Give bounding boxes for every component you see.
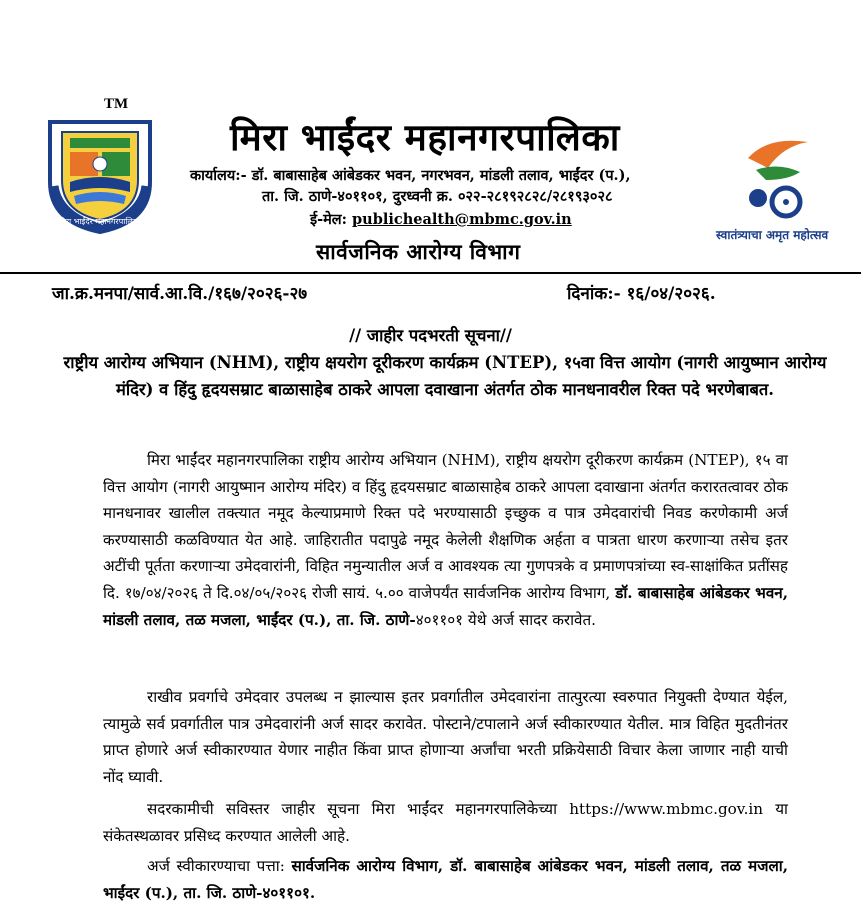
paragraph-1-end: ४०११०१ येथे अर्ज सादर करावेत.: [415, 610, 596, 629]
department-title: सार्वजनिक आरोग्य विभाग: [316, 239, 521, 264]
amrit-mahotsav-logo-icon: [728, 128, 828, 223]
mbmc-emblem-icon: [40, 112, 160, 237]
paragraph-3-text: सदरकामीची सविस्तर जाहीर सूचना मिरा भाईंदर महानगरपालिकेच्या https://www.mbmc.gov.in या संकेतस्थळावर प्रसिध्द करण्यात आलेली आहे.: [103, 800, 788, 845]
email-label: ई-मेल:: [310, 211, 353, 228]
trademark-mark: TM: [104, 96, 129, 112]
paragraph-1-text: मिरा भाईंदर महानगरपालिका राष्ट्रीय आरोग्य अभियान (NHM), राष्ट्रीय क्षयरोग दूरीकरण कार्यक्रम (NTEP), १५ वा वित्त आयोग (नागरी आयुष्मान आरोग्य मंदिर) व हिंदु हृदयसम्राट बाळासाहेब ठाकरे आपला दवाखाना अंतर्गत करारतत्वावर ठोक मानधनावर खालील तक्त्यात नमूद केल्याप्रमाणे रिक्त पदे भरण्यासाठी इच्छुक व पात्र उमेदवारांची निवड करणेकामी अर्ज करण्यासाठी कळविण्यात येत आहे. जाहिरातीत पदापुढे नमूद केलेली शैक्षणिक अर्हता व पात्रता धारण करणाऱ्या तसेच इतर अटींची पूर्तता करणाऱ्या उमेदवारांनी, विहित नमुन्यातील अर्ज व आवश्यक त्या गुणपत्रके व प्रमाणपत्रांच्या स्व-साक्षांकित प्रतींसह दि. १७/०४/२०२६ ते दि.०४/०५/२०२६ रोजी सायं. ५.०० वाजेपर्यंत सार्वजनिक आरोग्य विभाग,: [103, 451, 788, 602]
email-link[interactable]: publichealth@mbmc.gov.in: [352, 211, 572, 228]
email-line: [310, 209, 572, 229]
paragraph-1-address: डॉ. बाबासाहेब आंबेडकर भवन, मांडली तलाव, तळ मजला, भाईंदर (प.), ता. जि. ठाणे-: [103, 583, 789, 629]
amrit-mahotsav-caption: स्वातंत्र्याचा अमृत महोत्सव: [716, 228, 829, 242]
address-line-2: ता. जि. ठाणे-४०११०१, दुरध्वनी क्र. ०२२-२८१९२८२८/२८१९३०२८: [262, 188, 613, 205]
notice-subject: राष्ट्रीय आरोग्य अभियान (NHM), राष्ट्रीय क्षयरोग दूरीकरण कार्यक्रम (NTEP), १५वा वित्त आयोग (नागरी आयुष्मान आरोग्य मंदिर) व हिंदु हृदयसम्राट बाळासाहेब ठाकरे आपला दवाखाना अंतर्गत ठोक मानधनावरील रिक्त पदे भरणेबाबत.: [63, 353, 827, 399]
address-line-1: कार्यालय:- डॉ. बाबासाहेब आंबेडकर भवन, नगरभवन, मांडली तलाव, भाईंदर (प.),: [190, 167, 631, 184]
notice-date: दिनांक:- १६/०४/२०२६.: [567, 284, 716, 304]
emblem-text: मिरा भाईंदर महानगरपालिका: [58, 217, 142, 226]
paragraph-1: [103, 447, 788, 633]
application-address: सार्वजनिक आरोग्य विभाग, डॉ. बाबासाहेब आंबेडकर भवन, मांडली तलाव, तळ मजला, भाईंदर (प.), ता. जि. ठाणे-४०११०१.: [103, 857, 788, 902]
paragraph-4: [103, 853, 788, 906]
paragraph-3: [103, 796, 788, 849]
paragraph-2-text: राखीव प्रवर्गाचे उमेदवार उपलब्ध न झाल्यास इतर प्रवर्गातील उमेदवारांना तात्पुरत्या स्वरुपात नियुक्ती देण्यात येईल, त्यामुळे सर्व प्रवर्गातील पात्र उमेदवारांनी अर्ज सादर करावेत. पोस्टाने/टपालाने अर्ज स्वीकारण्यात येतील. मात्र विहित मुदतीनंतर प्राप्त होणारे अर्ज स्वीकारण्यात येणार नाहीत किंवा प्राप्त होणाऱ्या अर्जांचा भरती प्रक्रियेसाठी विचार केला जाणार नाही याची नोंद घ्यावी.: [103, 688, 788, 786]
letterhead: [0, 0, 861, 272]
org-title: मिरा भाईंदर महानगरपालिका: [230, 115, 620, 159]
notice-heading: // जाहीर पदभरती सूचना//: [349, 326, 512, 345]
reference-number: जा.क्र.मनपा/सार्व.आ.वि./१६७/२०२६-२७: [52, 284, 308, 304]
address-label: अर्ज स्वीकारण्याचा पत्ता:: [147, 857, 292, 875]
paragraph-2: [103, 684, 788, 790]
header-divider: [0, 272, 861, 274]
